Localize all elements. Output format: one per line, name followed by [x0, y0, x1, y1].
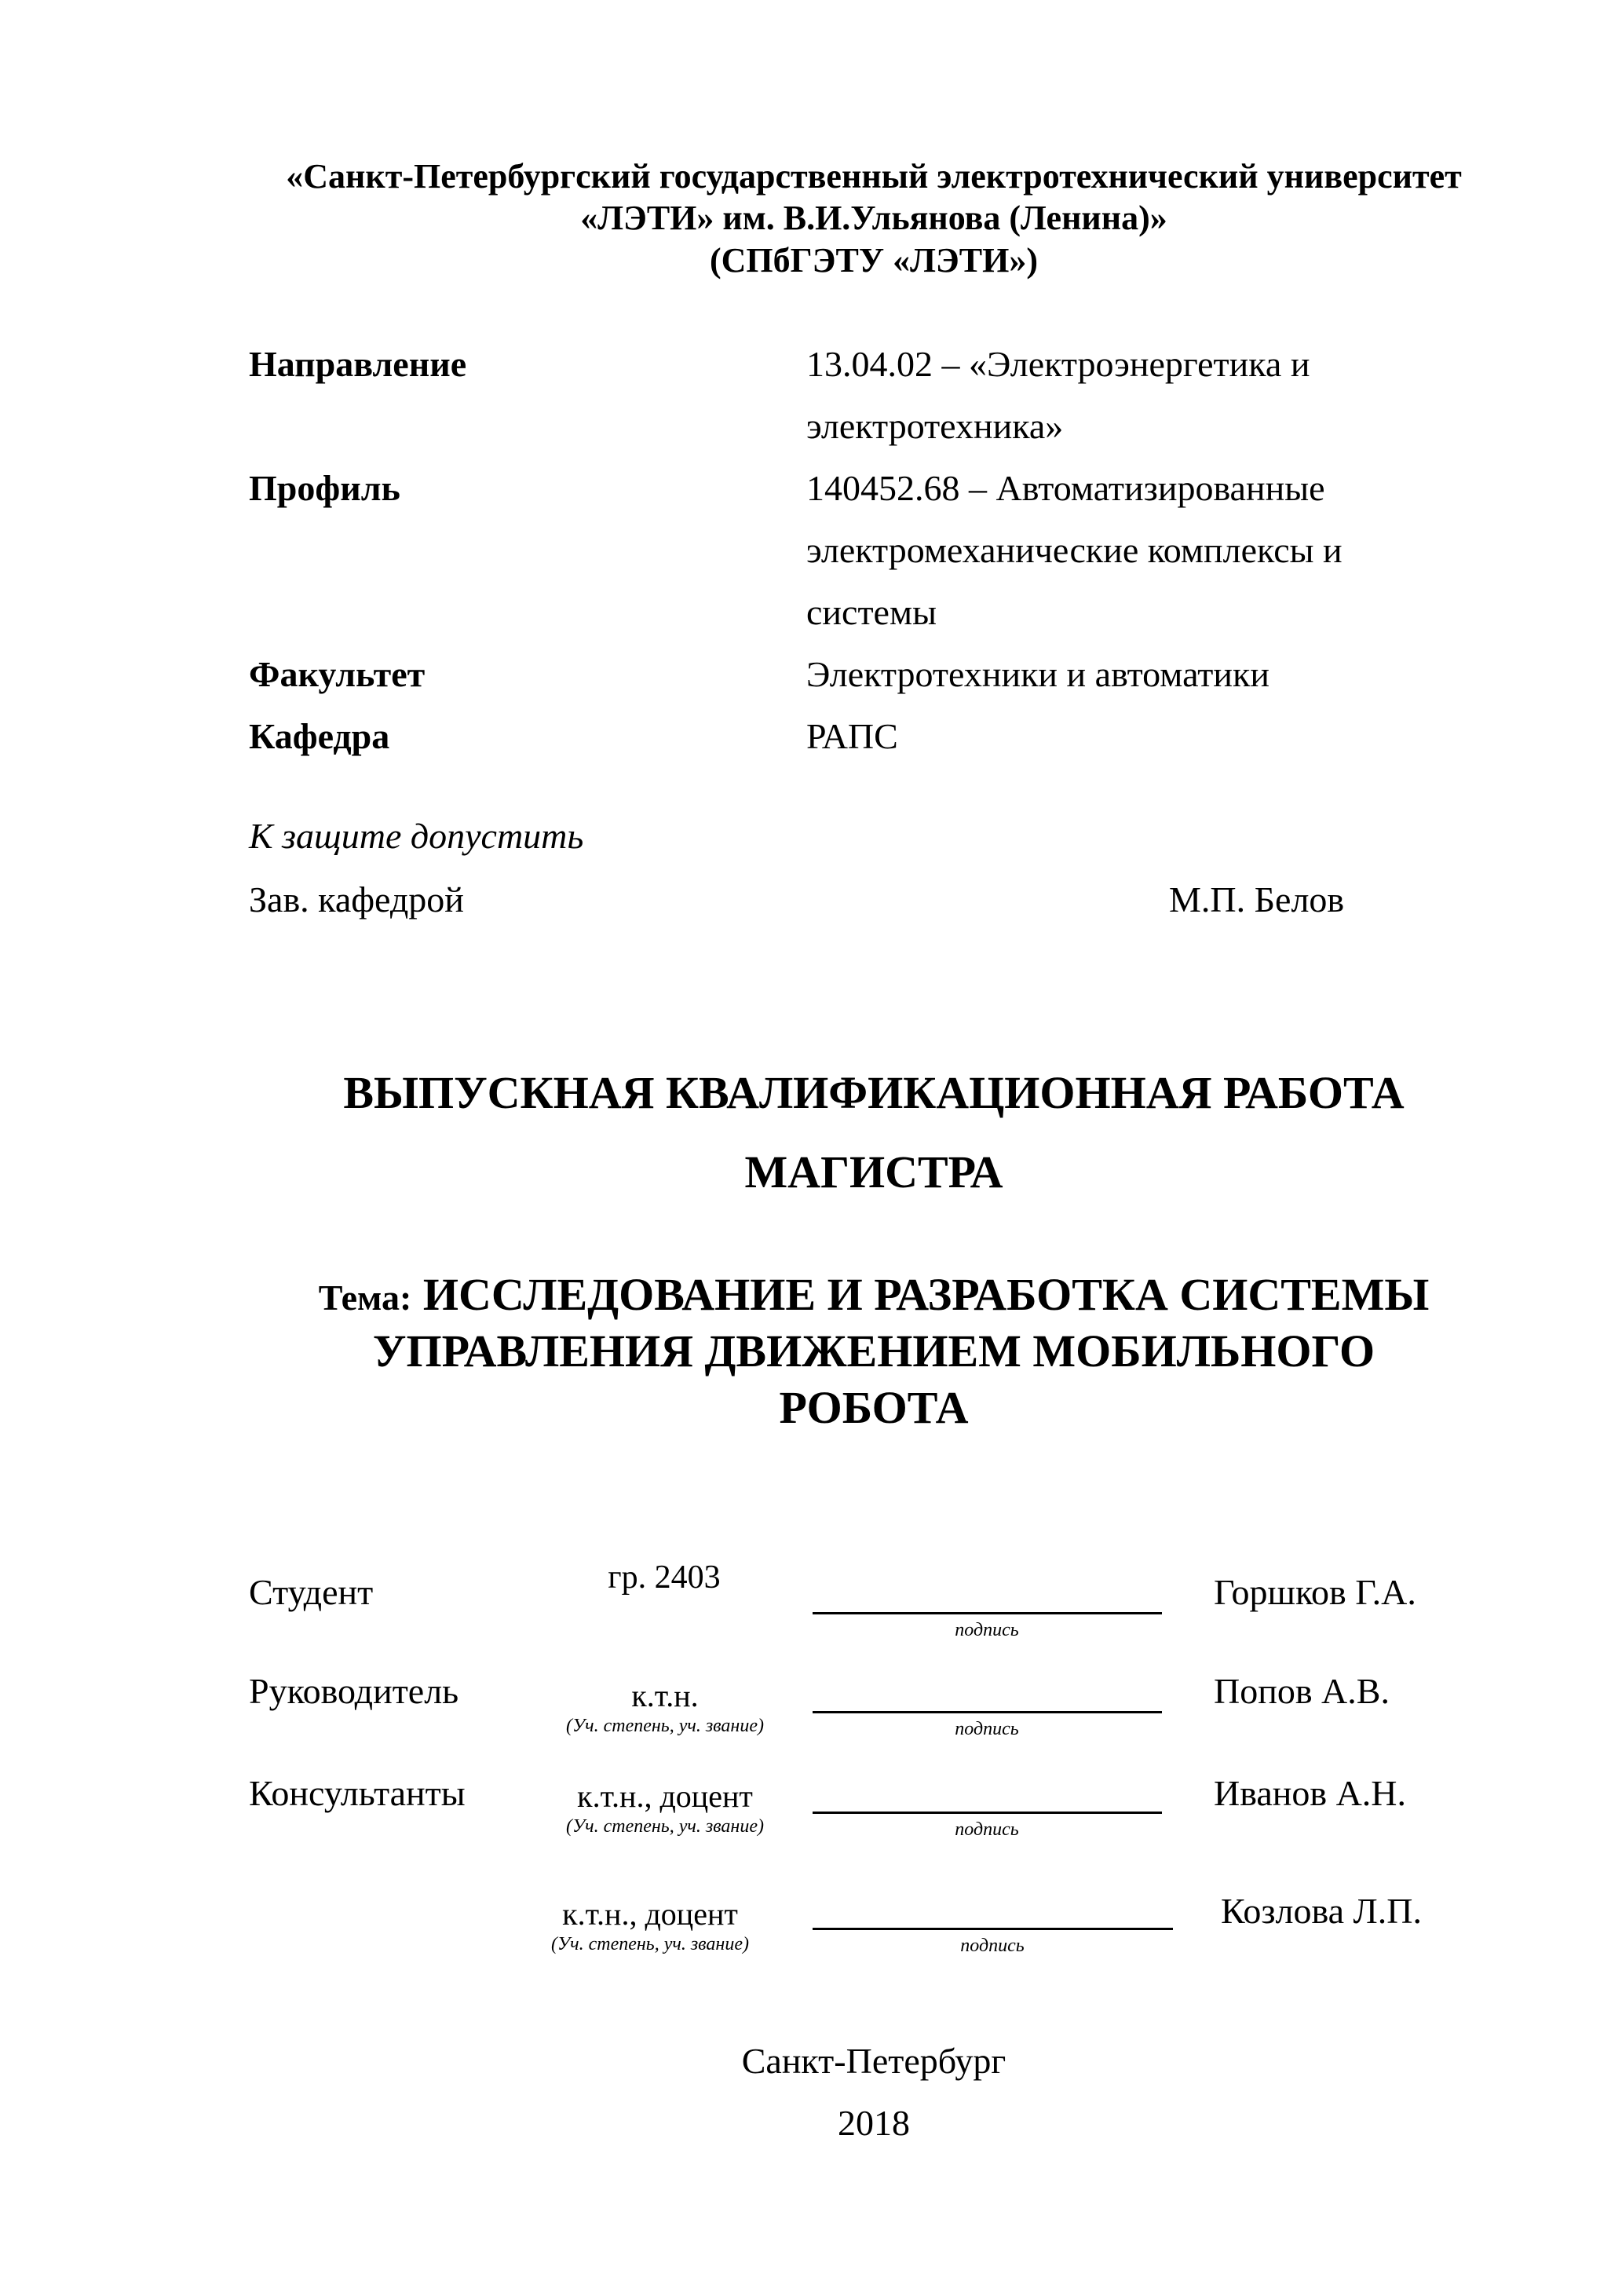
admission-text: К защите допустить	[249, 816, 584, 856]
university-name-line2: «ЛЭТИ» им. В.И.Ульянова (Ленина)»	[580, 199, 1167, 237]
consultant1-signature-caption: подпись	[955, 1819, 1019, 1840]
supervisor-degree-caption: (Уч. степень, уч. звание)	[566, 1716, 764, 1736]
supervisor-degree: к.т.н.	[631, 1678, 699, 1713]
topic-line2: УПРАВЛЕНИЯ ДВИЖЕНИЕМ МОБИЛЬНОГО	[372, 1325, 1375, 1377]
profile-label: Профиль	[249, 468, 400, 508]
supervisor-signature-line	[813, 1711, 1162, 1713]
student-name: Горшков Г.А.	[1214, 1572, 1416, 1612]
student-signature-line	[813, 1612, 1162, 1614]
student-signature-caption: подпись	[955, 1620, 1019, 1640]
consultant1-name: Иванов А.Н.	[1214, 1773, 1407, 1813]
city: Санкт-Петербург	[741, 2041, 1006, 2081]
supervisor-name: Попов А.В.	[1214, 1671, 1390, 1711]
faculty-label: Факультет	[249, 654, 426, 694]
supervisor-label: Руководитель	[249, 1671, 459, 1711]
consultant2-name: Козлова Л.П.	[1221, 1891, 1422, 1931]
supervisor-signature-caption: подпись	[955, 1719, 1019, 1739]
department-value: РАПС	[806, 716, 898, 756]
profile-value-line3: системы	[806, 592, 937, 632]
head-of-department-label: Зав. кафедрой	[249, 879, 464, 919]
topic-line1	[318, 1269, 1430, 1320]
consultant1-signature-line	[813, 1812, 1162, 1814]
topic-text-line1: ИССЛЕДОВАНИЕ И РАЗРАБОТКА СИСТЕМЫ	[422, 1269, 1430, 1320]
faculty-value: Электротехники и автоматики	[806, 654, 1269, 694]
consultant2-degree: к.т.н., доцент	[562, 1896, 738, 1932]
year: 2018	[838, 2103, 910, 2143]
consultant1-degree: к.т.н., доцент	[577, 1779, 753, 1814]
consultants-label: Консультанты	[249, 1773, 466, 1813]
university-abbreviation: (СПбГЭТУ «ЛЭТИ»)	[710, 241, 1038, 280]
work-title-line1: ВЫПУСКНАЯ КВАЛИФИКАЦИОННАЯ РАБОТА	[343, 1067, 1405, 1118]
topic-prefix: Тема:	[318, 1278, 412, 1318]
department-label: Кафедра	[249, 716, 390, 756]
student-group: гр. 2403	[608, 1559, 721, 1596]
profile-value-line1: 140452.68 – Автоматизированные	[806, 468, 1325, 508]
direction-value-line2: электротехника»	[806, 406, 1064, 446]
consultant1-degree-caption: (Уч. степень, уч. звание)	[566, 1816, 764, 1837]
work-title-line2: МАГИСТРА	[744, 1146, 1003, 1197]
profile-value-line2: электромеханические комплексы и	[806, 530, 1343, 570]
head-of-department-name: М.П. Белов	[1169, 879, 1345, 919]
direction-label: Направление	[249, 344, 467, 384]
topic-line3: РОБОТА	[779, 1382, 969, 1433]
consultant2-degree-caption: (Уч. степень, уч. звание)	[551, 1934, 749, 1954]
consultant2-signature-line	[813, 1928, 1173, 1930]
student-label: Студент	[249, 1572, 374, 1612]
direction-value-line1: 13.04.02 – «Электроэнергетика и	[806, 344, 1310, 384]
university-name-line1: «Санкт-Петербургский государственный электротехнический университет	[286, 157, 1462, 196]
consultant2-signature-caption: подпись	[960, 1936, 1025, 1956]
